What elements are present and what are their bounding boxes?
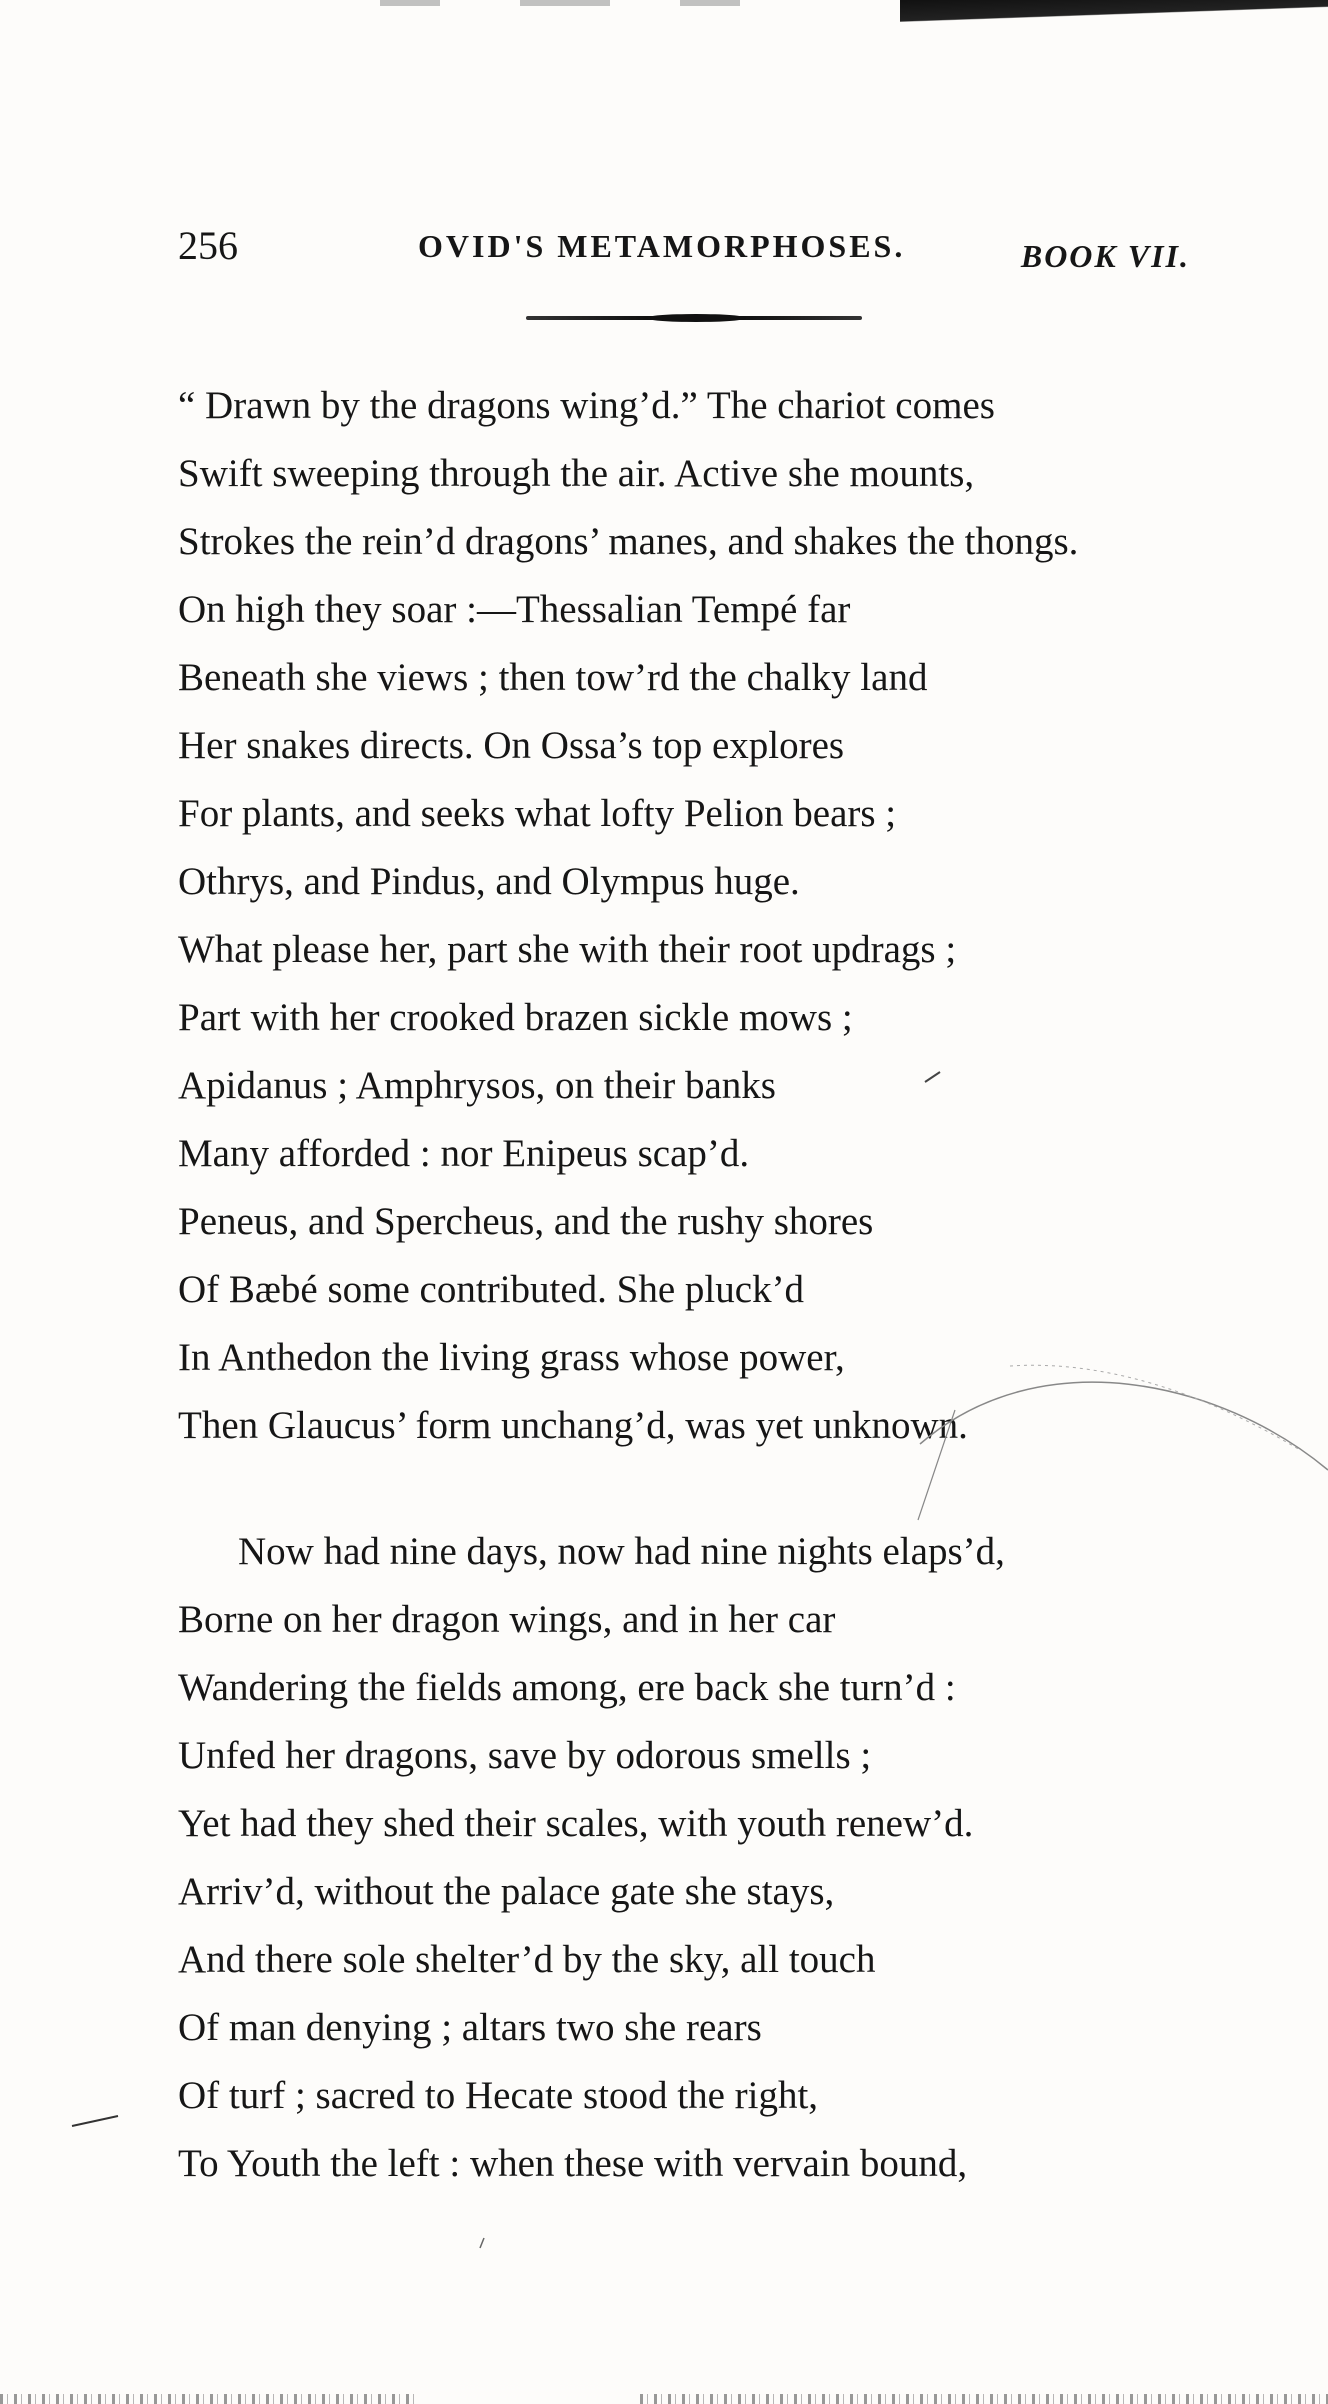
verse-line: To Youth the left : when these with vervain bound, xyxy=(178,2142,968,2185)
scan-edge-noise xyxy=(640,2394,1328,2404)
page-number: 256 xyxy=(178,223,238,268)
scan-speck xyxy=(680,0,740,6)
verse-line: Of Bæbé some contributed. She pluck’d xyxy=(178,1268,805,1311)
verse-line: Othrys, and Pindus, and Olympus huge. xyxy=(178,860,800,903)
verse-line: On high they soar :—Thessalian Tempé far xyxy=(178,588,851,631)
verse-line: Swift sweeping through the air. Active she mounts, xyxy=(178,452,975,495)
verse-line: Unfed her dragons, save by odorous smells ; xyxy=(178,1734,872,1777)
verse-line: Of turf ; sacred to Hecate stood the right, xyxy=(178,2074,819,2117)
pencil-stroke xyxy=(480,2238,484,2248)
verse-line: Beneath she views ; then tow’rd the chalky land xyxy=(178,656,928,699)
scan-speck xyxy=(520,0,610,6)
verse-line: Strokes the rein’d dragons’ manes, and shakes the thongs. xyxy=(178,520,1079,563)
page-header xyxy=(178,222,1190,292)
verse-line: In Anthedon the living grass whose power, xyxy=(178,1336,845,1379)
verse-line: Her snakes directs. On Ossa’s top explores xyxy=(178,724,845,767)
verse-line: Of man denying ; altars two she rears xyxy=(178,2006,762,2049)
header-rule xyxy=(526,316,862,320)
stanza-1 xyxy=(178,372,1218,1460)
verse-line: What please her, part she with their root updrags ; xyxy=(178,928,957,971)
verse-line: Apidanus ; Amphrysos, on their banks xyxy=(178,1064,776,1107)
verse-line: Then Glaucus’ form unchang’d, was yet unknown. xyxy=(178,1404,968,1447)
verse-line: Wandering the fields among, ere back she turn’d : xyxy=(178,1666,956,1709)
verse-line: And there sole shelter’d by the sky, all touch xyxy=(178,1938,876,1981)
verse-line: Now had nine days, now had nine nights elaps’d, xyxy=(238,1530,1005,1573)
verse-line: Many afforded : nor Enipeus scap’d. xyxy=(178,1132,750,1175)
verse-line: Borne on her dragon wings, and in her car xyxy=(178,1598,836,1641)
stanza-2 xyxy=(178,1518,1218,2198)
pencil-stroke xyxy=(72,2116,118,2126)
scan-edge-shadow xyxy=(900,0,1328,38)
scan-speck xyxy=(380,0,440,6)
verse-line: “ Drawn by the dragons wing’d.” The chariot comes xyxy=(178,384,995,427)
verse-line: Peneus, and Spercheus, and the rushy shores xyxy=(178,1200,874,1243)
verse-line: Arriv’d, without the palace gate she stays, xyxy=(178,1870,835,1913)
verse-line: Part with her crooked brazen sickle mows ; xyxy=(178,996,853,1039)
scan-edge-noise xyxy=(0,2394,420,2404)
running-title: OVID'S METAMORPHOSES. xyxy=(418,228,906,264)
verse-line: For plants, and seeks what lofty Pelion bears ; xyxy=(178,792,897,835)
verse-line: Yet had they shed their scales, with youth renew’d. xyxy=(178,1802,974,1845)
book-label: BOOK VII. xyxy=(1020,238,1190,274)
